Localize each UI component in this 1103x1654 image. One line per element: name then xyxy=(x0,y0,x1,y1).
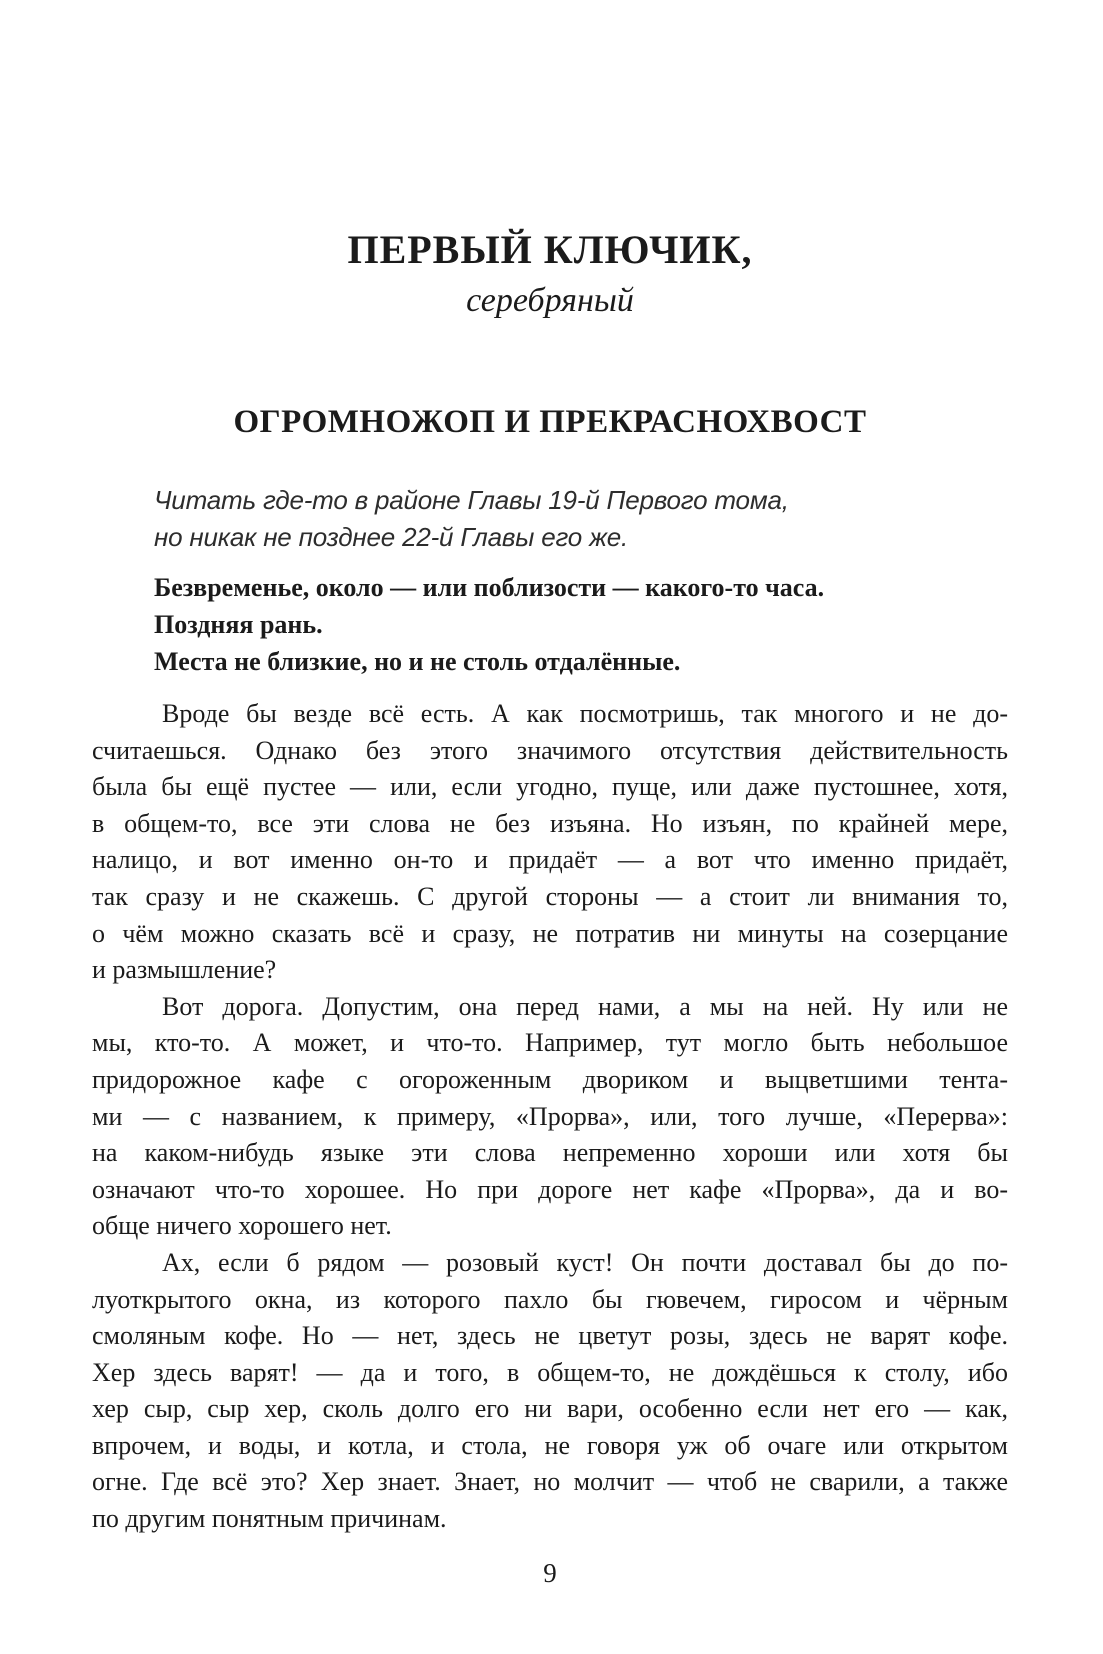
body-line: Хер здесь варят! — да и того, в общем-то, не дождёшься к столу, ибо xyxy=(92,1357,1008,1387)
body-line: впрочем, и воды, и котла, и стола, не говоря уж об очаге или открытом xyxy=(92,1430,1008,1460)
part-subtitle: серебряный xyxy=(466,282,634,319)
body-text xyxy=(92,696,1008,1538)
body-paragraph xyxy=(92,989,1008,1245)
body-line: хер сыр, сыр хер, сколь долго его ни вари, особенно если нет его — как, xyxy=(92,1394,1008,1424)
body-paragraph xyxy=(92,1245,1008,1538)
body-paragraph xyxy=(92,696,1008,989)
body-line: так сразу и не скажешь. С другой стороны — а стоит ли внимания то, xyxy=(92,881,1008,911)
body-line: считаешься. Однако без этого значимого отсутствия действительность xyxy=(92,735,1008,765)
body-line: Вот дорога. Допустим, она перед нами, а мы на ней. Ну или не xyxy=(162,991,1008,1021)
body-line: обще ничего хорошего нет. xyxy=(92,1211,392,1241)
scene-setting-line: Места не близкие, но и не столь отдалённые. xyxy=(154,647,681,676)
body-line: огне. Где всё это? Хер знает. Знает, но молчит — чтоб не сварили, а также xyxy=(92,1467,1008,1497)
text-column xyxy=(92,227,1008,1538)
body-line: по другим понятным причинам. xyxy=(92,1504,447,1534)
scene-setting-lead xyxy=(154,569,1008,680)
scene-setting-line: Безвременье, около — или поблизости — какого-то часа. xyxy=(154,573,825,602)
body-line: смоляным кофе. Но — нет, здесь не цветут розы, здесь не варят кофе. xyxy=(92,1321,1008,1351)
body-line: Вроде бы везде всё есть. А как посмотришь, так многого и не до- xyxy=(162,699,1008,728)
chapter-heading: ОГРОМНОЖОП И ПРЕКРАСНОХВОСТ xyxy=(233,404,867,440)
reading-note-line: Читать где-то в районе Главы 19-й Первого тома, xyxy=(154,485,789,515)
body-line: ми — с названием, к примеру, «Прорва», или, того лучше, «Перерва»: xyxy=(92,1101,1008,1131)
scene-setting-line: Поздняя рань. xyxy=(154,610,323,639)
body-line: налицо, и вот именно он-то и придаёт — а вот что именно придаёт, xyxy=(92,845,1008,875)
body-line: в общем-то, все эти слова не без изъяна. Но изъян, по крайней мере, xyxy=(92,808,1008,838)
body-line: луоткрытого окна, из которого пахло бы гювечем, гиросом и чёрным xyxy=(92,1284,1008,1314)
body-line: означают что-то хорошее. Но при дороге нет кафе «Прорва», да и во- xyxy=(92,1174,1008,1204)
body-line: придорожное кафе с огороженным двориком и выцветшими тента- xyxy=(92,1064,1008,1094)
body-line: была бы ещё пустее — или, если угодно, пуще, или даже пустошнее, хотя, xyxy=(92,772,1008,802)
page-number: 9 xyxy=(543,1558,557,1588)
body-line: мы, кто-то. А может, и что-то. Например, тут могло быть небольшое xyxy=(92,1028,1008,1058)
reading-note-line: но никак не позднее 22-й Главы его же. xyxy=(154,522,629,552)
part-title: ПЕРВЫЙ КЛЮЧИК, xyxy=(347,227,753,272)
body-line: и размышление? xyxy=(92,955,277,985)
body-line: Ах, если б рядом — розовый куст! Он почти доставал бы до по- xyxy=(162,1247,1008,1277)
body-line: о чём можно сказать всё и сразу, не потратив ни минуты на созерцание xyxy=(92,918,1008,948)
body-line: на каком-нибудь языке эти слова непременно хороши или хотя бы xyxy=(92,1138,1008,1168)
reading-note xyxy=(154,482,1008,556)
